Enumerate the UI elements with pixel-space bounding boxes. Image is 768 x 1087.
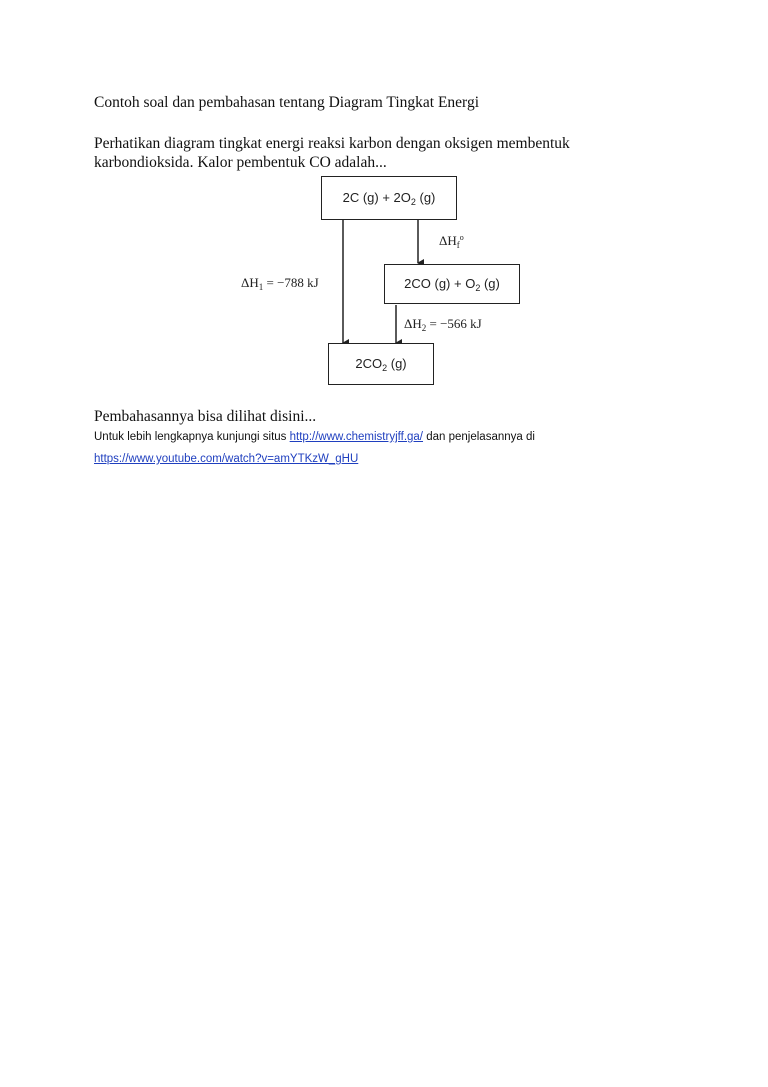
explanation-line: Pembahasannya bisa dilihat disini...	[94, 408, 317, 425]
reactants-text: 2C $(g) + 2O_2$ (g)	[342, 189, 436, 207]
youtube-link[interactable]: https://www.youtube.com/watch?v=amYTKzW_gHU	[94, 453, 359, 465]
product-box	[328, 343, 434, 385]
more-info-prefix: Untuk lebih lengkapnya kunjungi situs	[94, 431, 287, 443]
intermediate-box	[384, 264, 520, 304]
reactants-box	[321, 176, 457, 220]
more-info-mid: dan penjelasannya di	[426, 431, 535, 443]
youtube-line	[94, 453, 358, 465]
website-link[interactable]: http://www.chemistryjff.ga/	[289, 431, 424, 443]
question-line-2: karbondioksida. Kalor pembentuk CO adalah...	[94, 154, 387, 171]
dh1-label: $\Delta H_1 = -788$ kJ	[241, 275, 319, 292]
intermediate-text: 2CO $(g) + O_2$ (g)	[404, 275, 500, 293]
document-title: Contoh soal dan pembahasan tentang Diagram Tingkat Energi	[94, 94, 479, 111]
question-line-1: Perhatikan diagram tingkat energi reaksi karbon dengan oksigen membentuk	[94, 135, 570, 152]
energy-level-diagram	[232, 172, 542, 390]
dh2-label: $\Delta H_2 = -566$ kJ	[404, 316, 482, 333]
product-text: $2CO_2$ (g)	[355, 355, 407, 373]
more-info-line	[94, 431, 535, 443]
dhf-label: $\Delta H_f^o$	[439, 233, 464, 250]
